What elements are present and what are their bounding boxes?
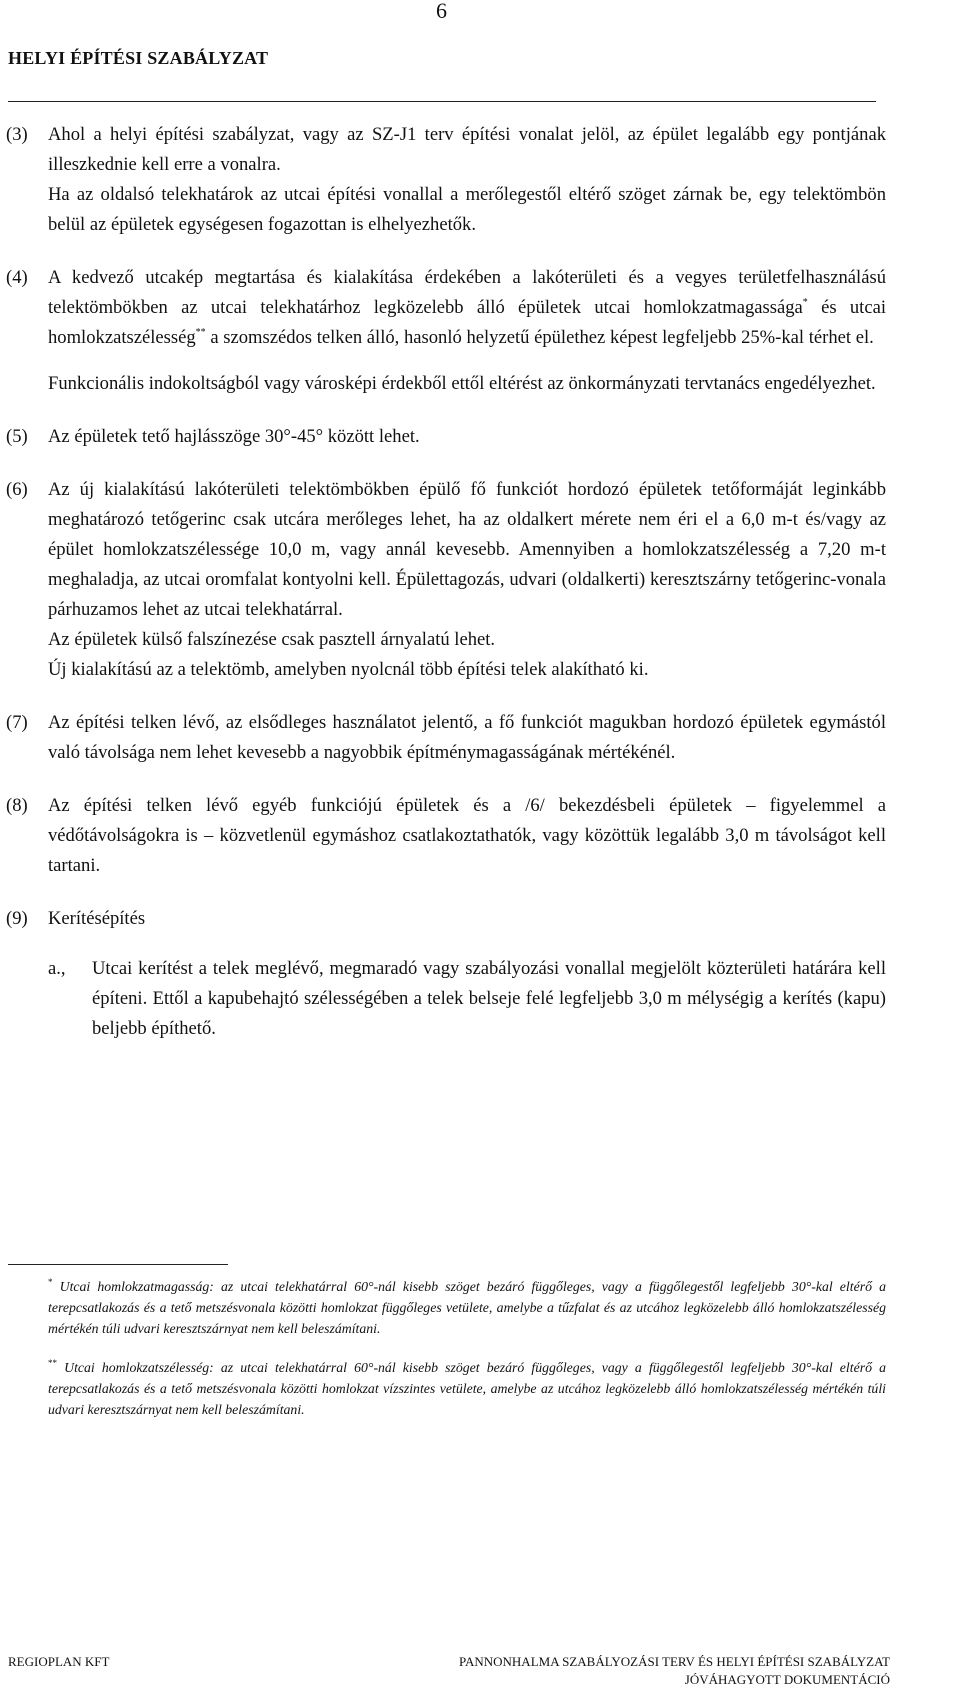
header-rule <box>8 101 876 102</box>
paragraph: Az új kialakítású lakóterületi telektömbökben épülő fő funkciót hordozó épületek tetőformáját leginkább meghatározó tetőgerinc csak utcára merőleges lehet, ha az oldalkert mérete nem éri el a 6,0 m-t és/vagy az épület homlokzatszélessége 10,0 m, vagy annál kevesebb. Amennyiben a homlokzatszélesség a 7,20 m-t meghaladja, az utcai oromfalat kontyolni kell. Épülettagozás, udvari (oldalkerti) keresztszárny tetőgerinc-vonala párhuzamos lehet az utcai telekhatárral. <box>48 479 886 620</box>
paragraph: Utcai kerítést a telek meglévő, megmaradó vagy szabályozási vonallal megjelölt közterületi határára kell építeni. Ettől a kapubehajtó szélességében a telek belseje felé legfeljebb 3,0 m mélységig a kerítés (kapu) beljebb építhető. <box>92 958 886 1039</box>
footnote-rule <box>8 1264 228 1265</box>
section-number: (4) <box>6 267 28 288</box>
footnote-mark: ** <box>48 1358 57 1368</box>
paragraph-text: A kedvező utcakép megtartása és kialakítása érdekében a lakóterületi és a vegyes területfelhasználású telektömbökben az utcai telekhatárhoz legközelebb álló épületek utcai homlokzatmagassága <box>48 267 886 318</box>
footnote-ref-2[interactable]: ** <box>195 327 206 338</box>
section-number: (9) <box>6 908 28 929</box>
item-number: a., <box>48 958 66 979</box>
section-5 <box>0 422 886 452</box>
paragraph-text: és utcai homlokzatszélesség <box>48 297 886 348</box>
footnotes <box>48 1276 886 1420</box>
document-body <box>0 120 960 1044</box>
section-9 <box>0 904 886 934</box>
paragraph: Új kialakítású az a telektömb, amelyben nyolcnál több építési telek alakítható ki. <box>48 659 649 680</box>
document-header-title: HELYI ÉPÍTÉSI SZABÁLYZAT <box>8 48 269 68</box>
paragraph: Ha az oldalsó telekhatárok az utcai építési vonallal a merőlegestől eltérő szöget zárnak be, egy telektömbön belül az épületek egységesen fogazottan is elhelyezhetők. <box>48 184 886 235</box>
section-6 <box>0 475 886 685</box>
footnote-text: Utcai homlokzatszélesség: az utcai telekhatárral 60°-nál kisebb szöget bezáró függőleges, vagy a függőlegestől legfeljebb 30°-kal eltérő a terepcsatlakozás és a tető metszésvonala közötti homlokzat vízszintes vetülete, amelybe az utcához legközelebb álló homlokzatszélesség mértékén túli udvari keresztszárnyat nem kell beleszámítani. <box>48 1360 886 1417</box>
section-9-item-a <box>0 954 886 1044</box>
footnote-text: Utcai homlokzatmagasság: az utcai telekhatárral 60°-nál kisebb szöget bezáró függőleges, vagy a függőlegestől legfeljebb 30°-kal eltérő a terepcsatlakozás és a tető metszésvonala közötti homlokzat függőleges vetülete, amelybe a tűzfalat és az utcához legközelebb álló homlokzatszélesség mértékén túli udvari keresztszárnyat nem kell beleszámítani. <box>48 1279 886 1336</box>
paragraph: Az építési telken lévő, az elsődleges használatot jelentő, a fő funkciót magukban hordozó épületek egymástól való távolsága nem lehet kevesebb a nagyobbik építménymagasságának mértékénél. <box>48 712 886 763</box>
paragraph: Ahol a helyi építési szabályzat, vagy az SZ-J1 terv építési vonalat jelöl, az épület legalább egy pontjának illeszkednie kell erre a vonalra. <box>48 124 886 175</box>
paragraph: Funkcionális indokoltságból vagy városképi érdekből ettől eltérést az önkormányzati tervtanács engedélyezhet. <box>48 373 876 394</box>
section-number: (3) <box>6 124 28 145</box>
section-4 <box>0 263 886 399</box>
section-title: Kerítésépítés <box>48 908 146 929</box>
section-number: (5) <box>6 426 28 447</box>
footnote-1 <box>48 1276 886 1339</box>
paragraph: Az építési telken lévő egyéb funkciójú épületek és a /6/ bekezdésbeli épületek – figyelemmel a védőtávolságokra is – közvetlenül egymáshoz csatlakoztathatók, vagy közöttük legalább 3,0 m távolságot kell tartani. <box>48 795 886 876</box>
page-number: 6 <box>436 0 447 23</box>
paragraph <box>48 263 886 353</box>
section-number: (8) <box>6 795 28 816</box>
paragraph-text: a szomszédos telken álló, hasonló helyzetű épülethez képest legfeljebb 25%-kal térhet el. <box>205 327 874 348</box>
section-8 <box>0 791 886 881</box>
footnote-mark: * <box>48 1277 53 1287</box>
section-number: (6) <box>6 479 28 500</box>
section-3 <box>0 120 886 240</box>
footer-left: REGIOPLAN KFT <box>8 1654 110 1669</box>
footer-right: PANNONHALMA SZABÁLYOZÁSI TERV ÉS HELYI ÉPÍTÉSI SZABÁLYZAT JÓVÁHAGYOTT DOKUMENTÁCIÓ <box>458 1654 890 1687</box>
paragraph: Az épületek tető hajlásszöge 30°-45° között lehet. <box>48 426 420 447</box>
section-number: (7) <box>6 712 28 733</box>
section-7 <box>0 708 886 768</box>
paragraph: Az épületek külső falszínezése csak pasztell árnyalatú lehet. <box>48 629 496 650</box>
footnote-ref-1[interactable]: * <box>802 297 808 308</box>
footnote-2 <box>48 1357 886 1420</box>
